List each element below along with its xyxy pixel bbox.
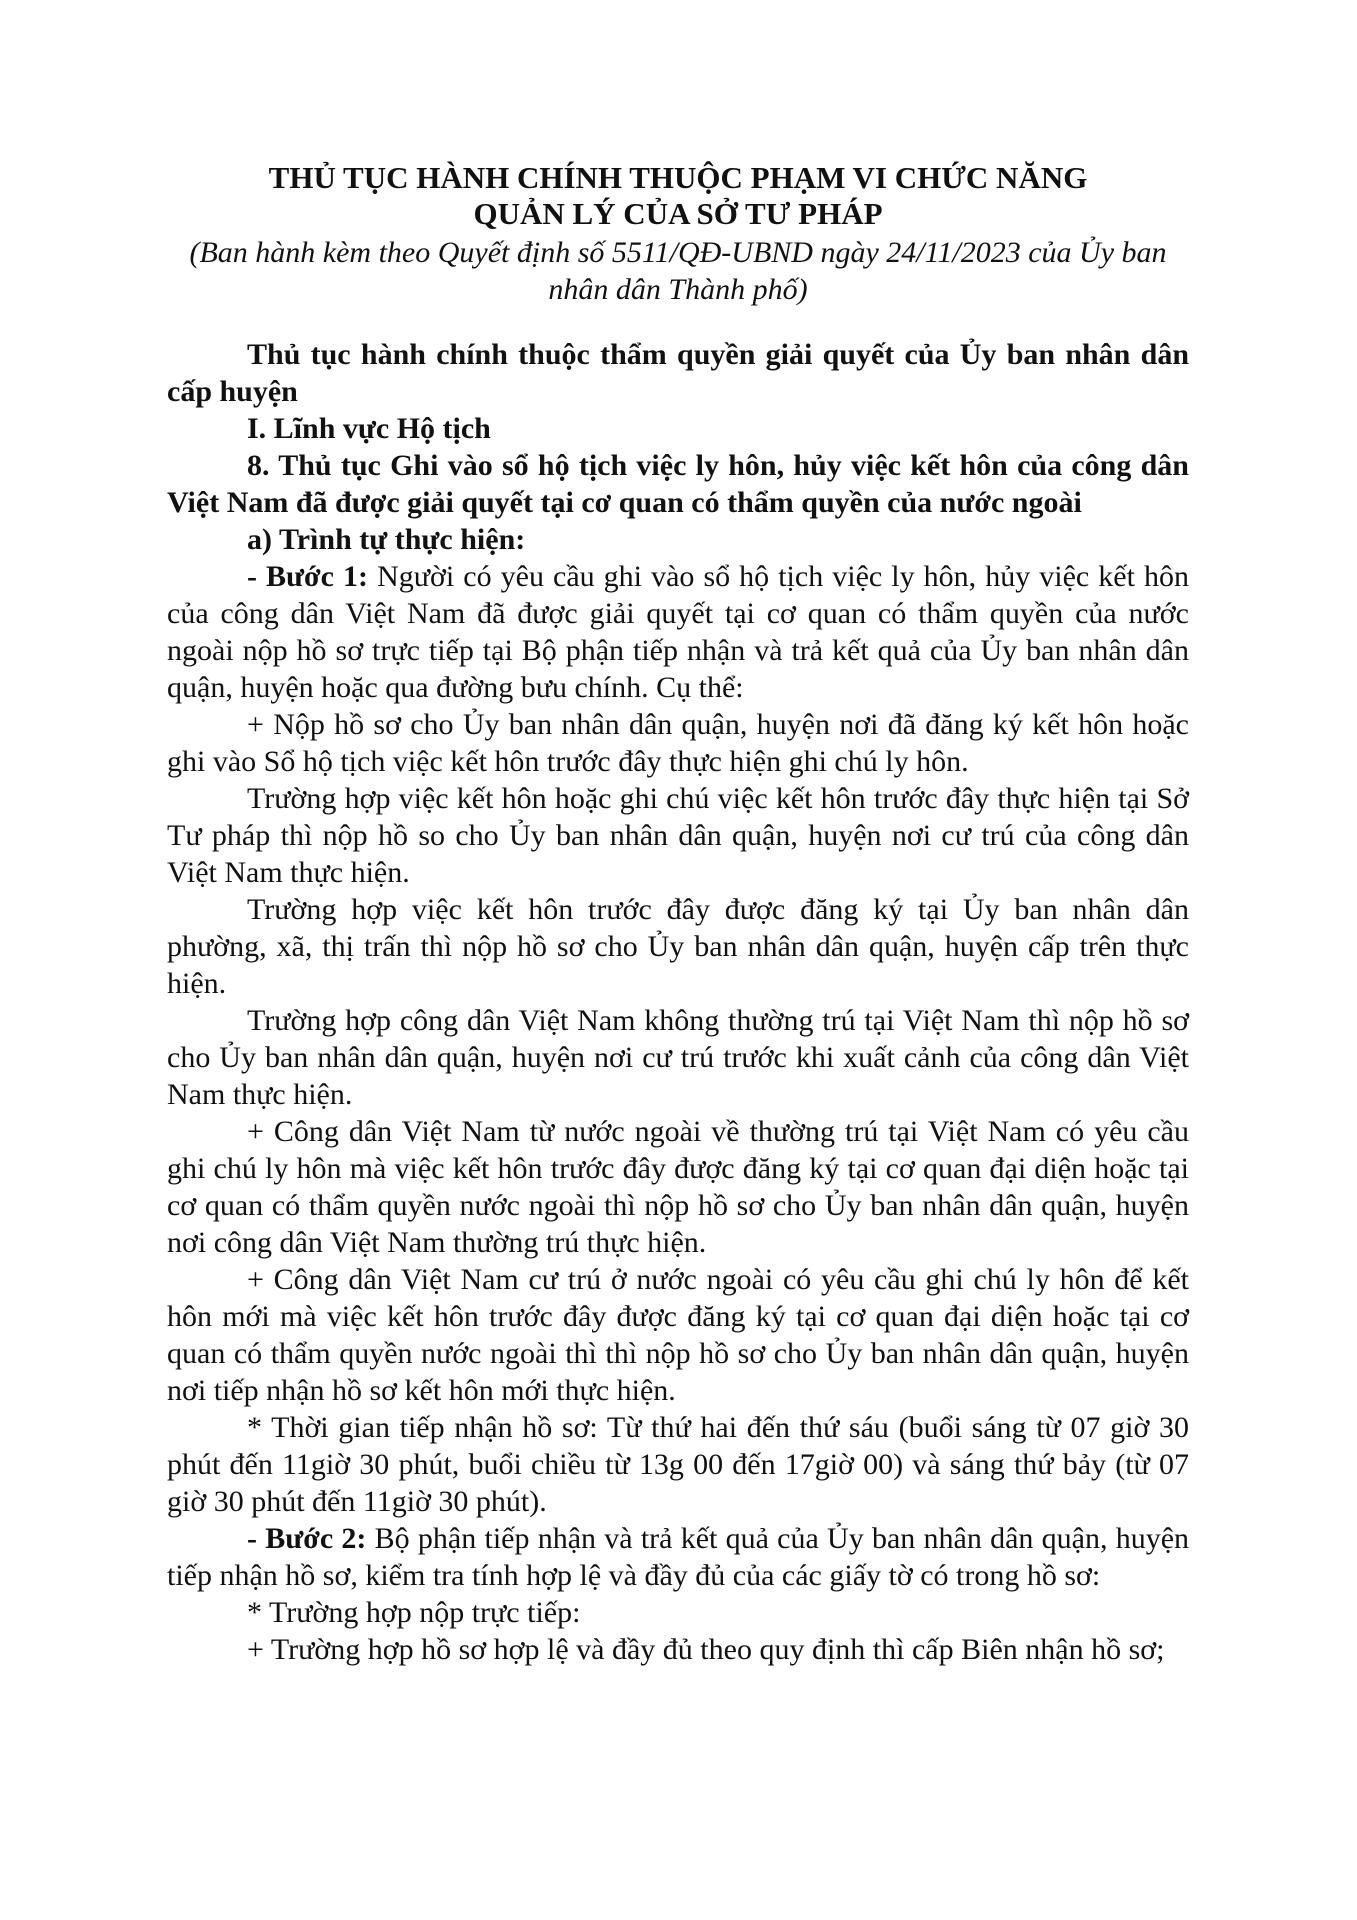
body-paragraph: + Công dân Việt Nam từ nước ngoài về thường trú tại Việt Nam có yêu cầu ghi chú ly hôn mà việc kết hôn trước đây được đăng ký tại cơ quan đại diện hoặc tại cơ quan có thẩm quyền nước ngoài thì nộp hồ sơ cho Ủy ban nhân dân quận, huyện nơi công dân Việt Nam thường trú thực hiện. [167, 1115, 1189, 1259]
body-paragraph: * Trường hợp nộp trực tiếp: [247, 1596, 581, 1629]
field-heading: I. Lĩnh vực Hộ tịch [247, 412, 491, 445]
step-2-label: - Bước 2: [247, 1522, 367, 1555]
document-title-line-1: THỦ TỤC HÀNH CHÍNH THUỘC PHẠM VI CHỨC NĂNG [268, 160, 1088, 195]
body-paragraph: + Nộp hồ sơ cho Ủy ban nhân dân quận, huyện nơi đã đăng ký kết hôn hoặc ghi vào Sổ hộ tịch việc kết hôn trước đây thực hiện ghi chú ly hôn. [167, 708, 1189, 778]
body-paragraph: + Trường hợp hồ sơ hợp lệ và đầy đủ theo quy định thì cấp Biên nhận hồ sơ; [247, 1633, 1165, 1666]
step-2-text: Bộ phận tiếp nhận và trả kết quả của Ủy ban nhân dân quận, huyện tiếp nhận hồ sơ, kiểm tra tính hợp lệ và đầy đủ của các giấy tờ có trong hồ sơ: [167, 1522, 1190, 1592]
step-1-paragraph [167, 558, 1189, 706]
section-heading: Thủ tục hành chính thuộc thẩm quyền giải quyết của Ủy ban nhân dân cấp huyện [167, 338, 1189, 408]
document-subtitle: (Ban hành kèm theo Quyết định số 5511/QĐ-UBND ngày 24/11/2023 của Ủy ban nhân dân Thành phố) [189, 236, 1167, 306]
body-paragraph: Trường hợp công dân Việt Nam không thường trú tại Việt Nam thì nộp hồ sơ cho Ủy ban nhân dân quận, huyện nơi cư trú trước khi xuất cảnh của công dân Việt Nam thực hiện. [167, 1004, 1189, 1111]
procedure-heading: 8. Thủ tục Ghi vào sổ hộ tịch việc ly hôn, hủy việc kết hôn của công dân Việt Nam đã được giải quyết tại cơ quan có thẩm quyền của nước ngoài [167, 449, 1189, 519]
body-paragraph: Trường hợp việc kết hôn trước đây được đăng ký tại Ủy ban nhân dân phường, xã, thị trấn thì nộp hồ sơ cho Ủy ban nhân dân quận, huyện cấp trên thực hiện. [167, 893, 1189, 1000]
step-1-text: Người có yêu cầu ghi vào sổ hộ tịch việc ly hôn, hủy việc kết hôn của công dân Việt Nam đã được giải quyết tại cơ quan có thẩm quyền của nước ngoài nộp hồ sơ trực tiếp tại Bộ phận tiếp nhận và trả kết quả của Ủy ban nhân dân quận, huyện hoặc qua đường bưu chính. Cụ thể: [167, 560, 1189, 704]
document-title-line-2: QUẢN LÝ CỦA SỞ TƯ PHÁP [473, 196, 883, 231]
body-paragraph: + Công dân Việt Nam cư trú ở nước ngoài có yêu cầu ghi chú ly hôn để kết hôn mới mà việc kết hôn trước đây được đăng ký tại cơ quan đại diện hoặc tại cơ quan có thẩm quyền nước ngoài thì thì nộp hồ sơ cho Ủy ban nhân dân quận, huyện nơi tiếp nhận hồ sơ kết hôn mới thực hiện. [167, 1263, 1189, 1407]
body-paragraph: Trường hợp việc kết hôn hoặc ghi chú việc kết hôn trước đây thực hiện tại Sở Tư pháp thì nộp hồ so cho Ủy ban nhân dân quận, huyện nơi cư trú của công dân Việt Nam thực hiện. [167, 782, 1189, 889]
document-page [167, 160, 1189, 1668]
sequence-heading: a) Trình tự thực hiện: [247, 523, 526, 556]
step-2-paragraph [167, 1520, 1189, 1594]
step-1-label: - Bước 1: [247, 560, 369, 593]
reception-time-paragraph: * Thời gian tiếp nhận hồ sơ: Từ thứ hai đến thứ sáu (buổi sáng từ 07 giờ 30 phút đến 11giờ 30 phút, buổi chiều từ 13g 00 đến 17giờ 00) và sáng thứ bảy (từ 07 giờ 30 phút đến 11giờ 30 phút). [167, 1411, 1189, 1518]
